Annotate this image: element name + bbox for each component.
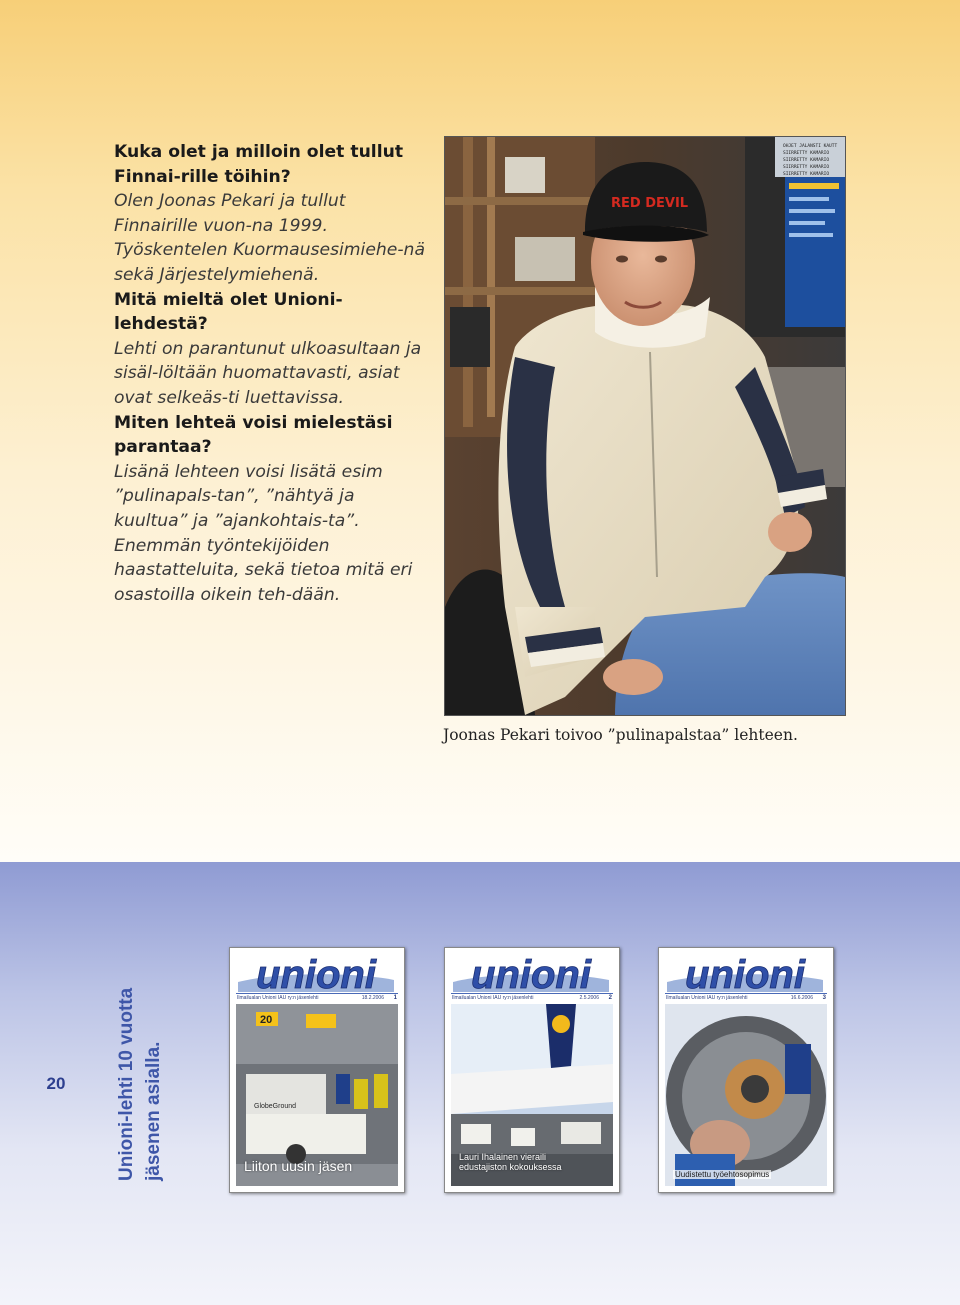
- page-number: 20: [46, 1074, 66, 1093]
- answer-2: Lehti on parantunut ulkoasultaan ja sisäl-löltään huomattavasti, asiat ovat selkeäs-ti luettavissa.: [114, 338, 422, 408]
- cover-headline-line1: Lauri Ihalainen vieraili: [459, 1152, 547, 1162]
- magazine-cover-1: [229, 947, 405, 1193]
- portrait-illustration: [445, 137, 845, 715]
- masthead-text: unioni: [471, 953, 591, 994]
- gate-sign-text: 20: [260, 1014, 273, 1026]
- magazine-cover-3: [658, 947, 834, 1193]
- monitor-text-4: SIIRRETTY KAMARIO: [783, 165, 830, 170]
- unioni-logo: [236, 952, 396, 994]
- section-heading-line2: jäsenen asialla.: [143, 1041, 164, 1181]
- cap-logo-text: RED DEVIL: [611, 196, 689, 211]
- cover-meta: [665, 993, 827, 1003]
- cover-publisher: Ilmailualan Unioni IAU ry:n jäsenlehti: [237, 995, 319, 1001]
- monitor-text-5: SIIRRETTY KAMARIO: [783, 172, 830, 177]
- cover-photo: [665, 1004, 827, 1186]
- unioni-logo: [451, 952, 611, 994]
- photo-caption: Joonas Pekari toivoo ”pulinapalstaa” lehteen.: [443, 726, 798, 744]
- cover-issue-number: 1: [393, 995, 397, 1001]
- question-2: Mitä mieltä olet Unioni-lehdestä?: [114, 289, 343, 335]
- interview-text: [114, 140, 426, 607]
- cover-publisher: Ilmailualan Unioni IAU ry:n jäsenlehti: [666, 995, 748, 1001]
- monitor-text-2: SIIRRETTY KAMARIO: [783, 151, 830, 156]
- cover-issue-number: 2: [608, 995, 612, 1001]
- monitor-text-3: SIIRRETTY KAMARIO: [783, 158, 830, 163]
- cover-headline-line2: edustajiston kokouksessa: [459, 1162, 562, 1172]
- masthead-text: unioni: [685, 953, 805, 994]
- question-1: Kuka olet ja milloin olet tullut Finnai-rille töihin?: [114, 142, 404, 187]
- cover-meta: [236, 993, 398, 1003]
- cover-publisher: Ilmailualan Unioni IAU ry:n jäsenlehti: [452, 995, 534, 1001]
- portrait-photo: [444, 136, 846, 716]
- cover-headline: [459, 1152, 562, 1172]
- section-heading-line1: Unioni-lehti 10 vuotta: [116, 987, 137, 1181]
- cover-issue-number: 3: [822, 995, 826, 1001]
- monitor-text-1: OHJET JALANSTI KAUTT: [783, 144, 838, 149]
- answer-3: Lisänä lehteen voisi lisätä esim ”pulinapals-tan”, ”nähtyä ja kuultua” ja ”ajankohtais-ta”. Enemmän työntekijöiden haastatteluita, sekä tietoa mitä eri osastoilla oikein teh-dään.: [114, 461, 413, 605]
- question-3: Miten lehteä voisi mielestäsi parantaa?: [114, 412, 393, 458]
- cover-headline: Liiton uusin jäsen: [244, 1158, 353, 1174]
- unioni-logo: [665, 952, 825, 994]
- answer-1: Olen Joonas Pekari ja tullut Finnairille vuon-na 1999. Työskentelen Kuormausesimiehe-nä sekä Järjestelymiehenä.: [114, 191, 425, 285]
- masthead-text: unioni: [256, 953, 376, 994]
- cover-date: 18.2.2006: [361, 995, 384, 1001]
- cover-date: 2.5.2006: [579, 995, 599, 1001]
- truck-brand-text: GlobeGround: [254, 1103, 297, 1110]
- section-heading: [113, 981, 167, 1181]
- cover-meta: [451, 993, 613, 1003]
- magazine-cover-2: [444, 947, 620, 1193]
- cover-headline: Uudistettu työehtosopimus: [675, 1170, 770, 1179]
- cover-date: 16.6.2006: [790, 995, 813, 1001]
